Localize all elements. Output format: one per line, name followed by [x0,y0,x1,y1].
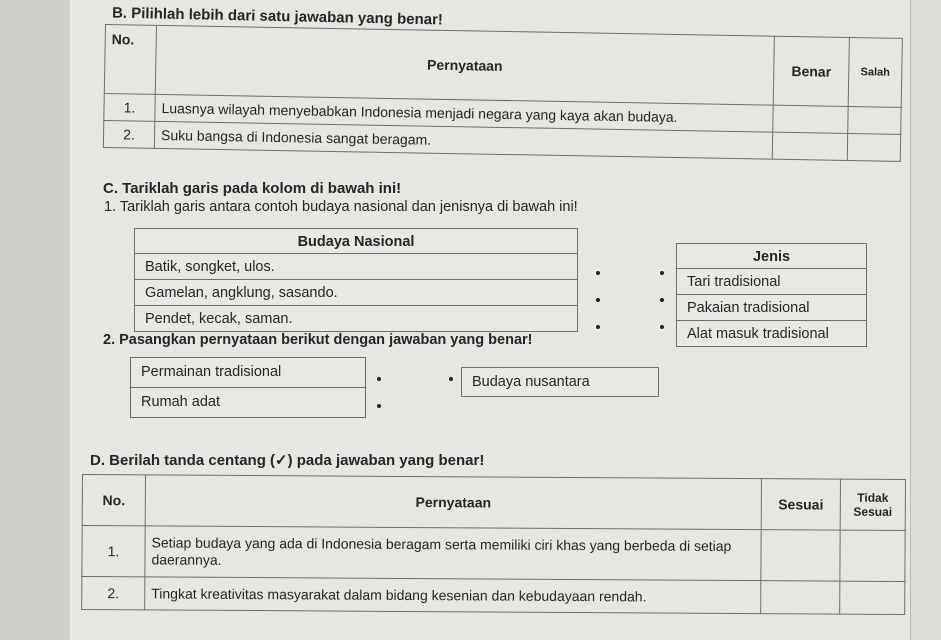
table-header-row [82,475,905,531]
row-no: 1. [104,93,155,121]
section-b-table [103,24,903,162]
adjacent-page-edge [910,0,941,640]
left-item-1[interactable]: Batik, songket, ulos. [134,253,578,280]
row-statement: Tingkat kreativitas masyarakat dalam bidang kesenian dan kebudayaan rendah. [145,577,761,614]
pair-left-2[interactable]: Rumah adat [130,387,366,418]
section-b-title: B. Pilihlah lebih dari satu jawaban yang benar! [111,4,444,29]
header-statement: Pernyataan [145,475,761,530]
header-no: No. [82,475,145,526]
section-d-table [81,474,906,615]
connector-dot[interactable] [596,325,600,329]
table-row [82,526,905,582]
header-no: No. [104,25,156,95]
row-no: 1. [82,526,145,577]
header-false: Salah [848,37,902,107]
right-item-2[interactable]: Pakaian tradisional [676,294,867,321]
right-item-3[interactable]: Alat masuk tradisional [676,320,867,347]
answer-no-cell[interactable] [840,530,905,581]
row-statement: Setiap budaya yang ada di Indonesia beragam serta memiliki ciri khas yang berbeda di setiap daerannya. [145,526,761,581]
left-list-header: Budaya Nasional [134,228,578,254]
left-item-3[interactable]: Pendet, kecak, saman. [134,305,578,332]
answer-yes-cell[interactable] [761,581,840,614]
answer-true-cell[interactable] [772,132,847,160]
answer-false-cell[interactable] [847,133,900,161]
connector-dot[interactable] [596,298,600,302]
connector-dot[interactable] [377,377,381,381]
header-yes: Sesuai [761,479,840,530]
pair-right-1[interactable]: Budaya nusantara [461,367,659,397]
connector-dot[interactable] [377,404,381,408]
left-item-2[interactable]: Gamelan, angklung, sasando. [134,279,578,306]
answer-no-cell[interactable] [840,581,905,614]
header-true: Benar [773,36,849,106]
row-statement: Suku bangsa di Indonesia sangat beragam. [154,121,772,159]
section-c-title: C. Tariklah garis pada kolom di bawah ini! [103,180,402,197]
connector-dot[interactable] [449,377,453,381]
section-d-title: D. Berilah tanda centang (✓) pada jawaban yang benar! [90,452,485,469]
connector-dot[interactable] [660,325,664,329]
question-1-text: 1. Tariklah garis antara contoh budaya nasional dan jenisnya di bawah ini! [104,199,578,215]
answer-true-cell[interactable] [773,105,848,133]
right-list-header: Jenis [676,243,867,269]
header-statement: Pernyataan [155,25,774,105]
answer-false-cell[interactable] [848,106,901,134]
connector-dot[interactable] [660,271,664,275]
row-no: 2. [103,120,154,148]
row-no: 2. [82,577,145,610]
row-statement: Luasnya wilayah menyebabkan Indonesia menjadi negara yang kaya akan budaya. [155,94,773,132]
connector-dot[interactable] [596,271,600,275]
header-no-answer: Tidak Sesuai [840,479,905,530]
table-row [82,577,905,615]
answer-yes-cell[interactable] [761,530,840,581]
connector-dot[interactable] [660,298,664,302]
right-item-1[interactable]: Tari tradisional [676,268,867,295]
pair-left-1[interactable]: Permainan tradisional [130,357,366,388]
question-2-text: 2. Pasangkan pernyataan berikut dengan jawaban yang benar! [103,332,533,348]
